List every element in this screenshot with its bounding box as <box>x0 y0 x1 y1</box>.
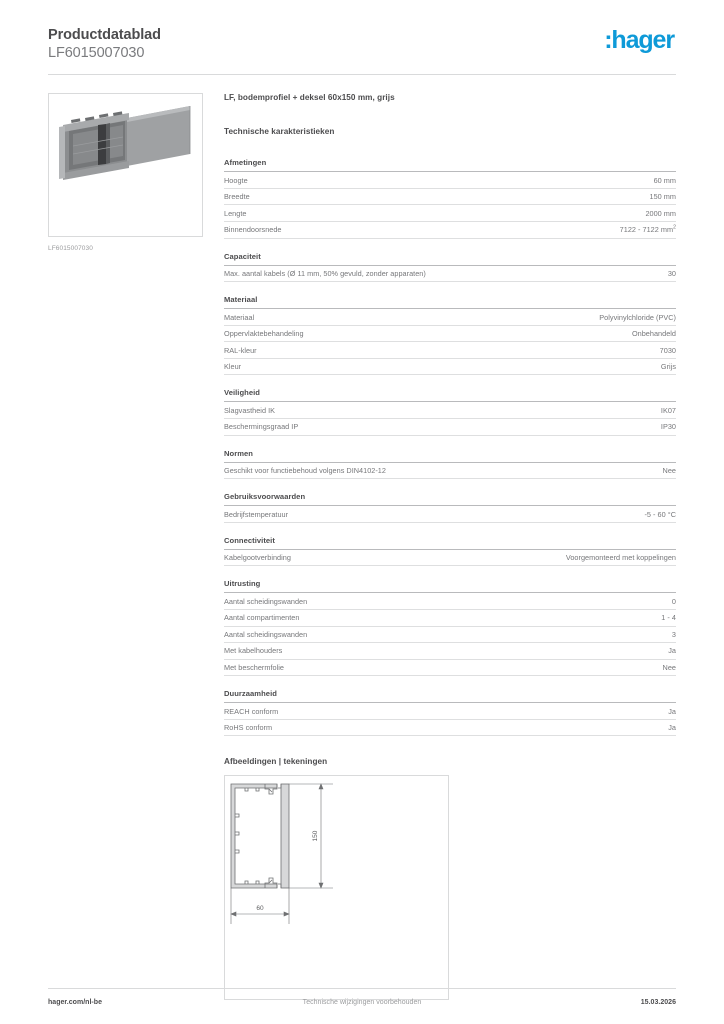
spec-group <box>224 295 676 375</box>
document-titles <box>48 24 161 62</box>
spec-group-title: Materiaal <box>224 295 676 309</box>
spec-row <box>224 593 676 610</box>
technical-characteristics-heading: Technische karakteristieken <box>224 127 335 137</box>
product-photo-frame <box>48 93 203 237</box>
spec-value: 150 mm <box>649 192 676 202</box>
spec-value-superscript: 2 <box>673 224 676 231</box>
spec-row <box>224 627 676 644</box>
spec-row <box>224 506 676 523</box>
spec-value: 30 <box>667 268 676 278</box>
spec-value: IK07 <box>660 405 676 415</box>
product-photo-caption: LF6015007030 <box>48 245 93 253</box>
spec-value: 2000 mm <box>645 208 676 218</box>
spec-value: Ja <box>668 646 676 656</box>
specifications-column <box>212 93 676 1000</box>
spec-label: Met beschermfolie <box>224 663 284 673</box>
footer-date: 15.03.2026 <box>640 999 676 1006</box>
technical-drawing-frame <box>224 775 449 1000</box>
spec-value: -5 - 60 °C <box>644 509 676 519</box>
spec-label: Aantal scheidingswanden <box>224 629 308 639</box>
drawing-dim-height-label: 150 <box>312 830 319 842</box>
spec-value: Ja <box>668 706 676 716</box>
drawing-dim-width-label: 60 <box>256 905 264 913</box>
spec-value: 60 mm <box>653 175 676 185</box>
drawings-heading: Afbeeldingen | tekeningen <box>224 757 328 767</box>
spec-row <box>224 643 676 660</box>
spec-group-title: Capaciteit <box>224 252 676 266</box>
spec-group <box>224 492 676 523</box>
spec-group <box>224 158 676 238</box>
spec-row <box>224 222 676 239</box>
spec-value <box>608 225 676 234</box>
spec-row <box>224 463 676 480</box>
spec-label: RoHS conform <box>224 723 273 733</box>
hager-logo: :hager <box>604 26 674 54</box>
spec-label: Lengte <box>224 208 247 218</box>
spec-label: Materiaal <box>224 312 255 322</box>
spec-group-title: Uitrusting <box>224 579 676 593</box>
spec-group-title: Connectiviteit <box>224 536 676 550</box>
spec-row <box>224 359 676 376</box>
footer-divider <box>48 988 676 989</box>
spec-row <box>224 266 676 283</box>
spec-row <box>224 720 676 737</box>
spec-group-title: Normen <box>224 449 676 463</box>
spec-group <box>224 449 676 480</box>
spec-row <box>224 309 676 326</box>
spec-label: Kabelgootverbinding <box>224 553 291 563</box>
spec-row <box>224 172 676 189</box>
spec-label: Oppervlaktebehandeling <box>224 329 304 339</box>
spec-value: 7030 <box>659 345 676 355</box>
spec-group-title: Duurzaamheid <box>224 689 676 703</box>
spec-label: REACH conform <box>224 706 279 716</box>
spec-value: Ja <box>668 723 676 733</box>
spec-value: Nee <box>662 466 676 475</box>
spec-row <box>224 205 676 222</box>
spec-value: Polyvinylchloride (PVC) <box>599 312 676 322</box>
spec-row <box>224 610 676 627</box>
technical-drawing <box>225 776 448 999</box>
product-photo <box>49 94 202 236</box>
footer-website[interactable]: hager.com/nl-be <box>48 999 102 1006</box>
spec-label: RAL-kleur <box>224 345 257 355</box>
spec-row <box>224 703 676 720</box>
page-content <box>48 75 676 1000</box>
spec-value-text: 7122 - 7122 mm <box>619 225 674 235</box>
spec-group <box>224 536 676 567</box>
spec-label: Aantal scheidingswanden <box>224 596 308 606</box>
spec-label: Met kabelhouders <box>224 646 283 656</box>
spec-value: Nee <box>662 663 676 673</box>
spec-label: Aantal compartimenten <box>224 613 300 623</box>
spec-row <box>224 419 676 436</box>
spec-row <box>224 550 676 567</box>
spec-group-title: Gebruiksvoorwaarden <box>224 492 676 506</box>
footer-row <box>48 999 676 1006</box>
page-title: Productdatablad <box>48 27 161 43</box>
spec-label: Bedrijfstemperatuur <box>224 509 289 519</box>
spec-row <box>224 326 676 343</box>
spec-row <box>224 342 676 359</box>
spec-value: 1 - 4 <box>661 613 676 623</box>
spec-label: Beschermingsgraad IP <box>224 422 299 432</box>
spec-label: Slagvastheid IK <box>224 405 276 415</box>
spec-label: Hoogte <box>224 175 248 185</box>
spec-value: Onbehandeld <box>631 329 676 339</box>
product-reference: LF6015007030 <box>48 45 145 62</box>
spec-group-title: Veiligheid <box>224 388 676 402</box>
spec-value: 3 <box>671 629 676 639</box>
product-image-column <box>48 93 212 1000</box>
spec-label: Breedte <box>224 192 250 202</box>
page-header <box>48 0 676 62</box>
spec-label: Kleur <box>224 362 242 372</box>
spec-label: Max. aantal kabels (Ø 11 mm, 50% gevuld, zonder apparaten) <box>224 268 426 278</box>
spec-row <box>224 660 676 677</box>
spec-group <box>224 388 676 435</box>
product-name: LF, bodemprofiel + deksel 60x150 mm, grijs <box>224 93 395 103</box>
footer-disclaimer: Technische wijzigingen voorbehouden <box>302 999 422 1006</box>
spec-label: Geschikt voor functiebehoud volgens DIN4102-12 <box>224 466 386 475</box>
spec-label: Binnendoorsnede <box>224 225 282 235</box>
spec-value: IP30 <box>660 422 676 432</box>
spec-value: Voorgemonteerd met koppelingen <box>565 553 676 563</box>
specification-table <box>224 158 676 736</box>
spec-row <box>224 189 676 206</box>
spec-group <box>224 689 676 736</box>
spec-group-title: Afmetingen <box>224 158 676 172</box>
spec-value: Grijs <box>660 362 676 372</box>
spec-row <box>224 402 676 419</box>
page-footer <box>48 988 676 1006</box>
spec-group <box>224 579 676 676</box>
spec-group <box>224 252 676 283</box>
spec-value: 0 <box>671 596 676 606</box>
